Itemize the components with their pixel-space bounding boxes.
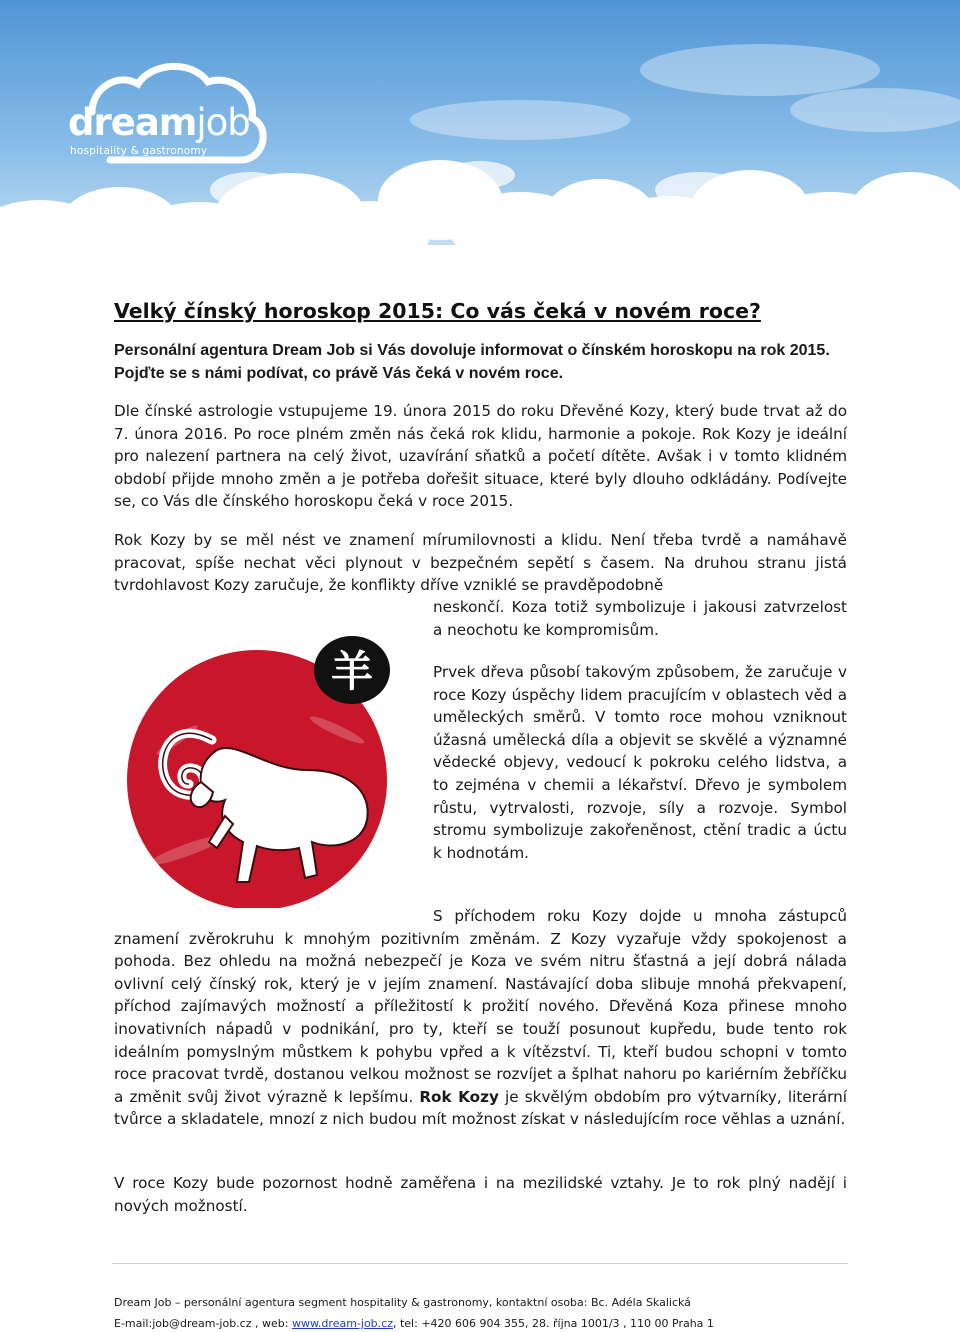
logo-tagline: hospitality & gastronomy: [70, 145, 208, 157]
footer-web-link[interactable]: www.dream-job.cz: [291, 1317, 393, 1330]
header-banner: [0, 0, 960, 280]
paragraph-year-of-goat: Rok Kozy by se měl nést ve znamení mírumilovnosti a klidu. Není třeba tvrdě a namáhavě pracovat, spíše nechat věci plynout v bezpečném sepětí s časem. Na druhou stranu jistá tvrdohlavost Kozy zaručuje, že konflikty dříve vzniklé se pravděpodobně: [114, 531, 847, 595]
footer-divider: [112, 1263, 848, 1264]
logo-wordmark-bold: dream: [68, 101, 197, 144]
goat-glyph: 羊: [330, 647, 374, 696]
footer-company-line: Dream Job – personální agentura segment hospitality & gastronomy, kontaktní osoba: Bc. Adéla Skalická: [114, 1296, 691, 1309]
paragraph-year-of-goat-continued: neskončí. Koza totiž symbolizuje i jakousi zatvrzelost a neochotu ke kompromisům.: [433, 598, 847, 639]
goat-illustration: [117, 620, 420, 908]
paragraph-positive-changes-text: S příchodem roku Kozy dojde u mnoha zástupců znamení zvěrokruhu k mnohým pozitivním změnám. Z Kozy vyzařuje vždy spokojenost a pohoda. Bez ohledu na možná nebezpečí je Koza ve svém nitru šťastná a její dobrá nálada ovlivní celý čínský rok, který je v jejím znamení. Nastávající doba slibuje mnohá překvapení, příchod zajímavých možností a příležitostí k prožití nového. Dřevěná Koza přinese mnoho inovativních nápadů v podnikání, pro ty, kteří se touží posunout kupředu, bude tento rok ideálním pomyslným můstkem k pohybu vpřed a k vítězství. Ti, kteří budou schopni v tomto roce pracovat tvrdě, dostanou velkou možnost se rozvíjet a šplhat nahoru po kariérním žebříčku a změnit svůj život výrazně k lepšímu.: [114, 907, 847, 1106]
footer-email: E-mail:job@dream-job.cz , web:: [114, 1317, 292, 1330]
logo-wordmark-light: job: [196, 101, 250, 144]
article-intro: Personální agentura Dream Job si Vás dovoluje informovat o čínském horoskopu na rok 2015. Pojďte se s námi podívat, co právě Vás čeká v novém roce.: [114, 342, 830, 382]
footer-phone-address: , tel: +420 606 904 355, 28. října 1001/3 , 110 00 Praha 1: [392, 1317, 714, 1330]
paragraph-positive-changes: [114, 905, 847, 1131]
article-title: Velký čínský horoskop 2015: Co vás čeká v novém roce?: [114, 299, 761, 323]
paragraph-relationships: V roce Kozy bude pozornost hodně zaměřena i na mezilidské vztahy. Je to rok plný nadějí i nových možností.: [114, 1174, 847, 1215]
paragraph-wood-element: Prvek dřeva působí takovým způsobem, že zaručuje v roce Kozy úspěchy lidem pracujícím v oblastech věd a uměleckých směrů. V tomto roce mohou vzniknout úžasná umělecká díla a objevit se skvělé a významné vědecké objevy, vedoucí k pokroku celého lidstva, a to zejména v chemii a lékařství. Dřevo je symbolem růstu, vytrvalosti, rozvoje, síly a rozvoje. Symbol stromu symbolizuje zakořeněnost, ctění tradic a úctu k hodnotám.: [433, 663, 847, 862]
paragraph-positive-changes-text-end: je skvělým obdobím pro výtvarníky, literární tvůrce a skladatele, mnozí z nich budou mít možnost získat v následujícím roce věhlas a uznání.: [114, 1087, 847, 1129]
footer-contact-line: [114, 1317, 714, 1330]
logo-wordmark: [68, 101, 250, 144]
paragraph-positive-changes-bold: Rok Kozy: [419, 1087, 499, 1106]
paragraph-astrology: Dle čínské astrologie vstupujeme 19. února 2015 do roku Dřevěné Kozy, který bude trvat až do 7. února 2016. Po roce plném změn nás čeká rok klidu, harmonie a pokoje. Rok Kozy je ideální pro nalezení partnera na celý život, uzavírání sňatků a početí dítěte. Avšak i v tomto klidném období přijde mnoho změn a je potřeba dořešit situace, které byly dlouho odkládány. Podívejte se, co Vás dle čínského horoskopu čeká v roce 2015.: [114, 402, 847, 511]
